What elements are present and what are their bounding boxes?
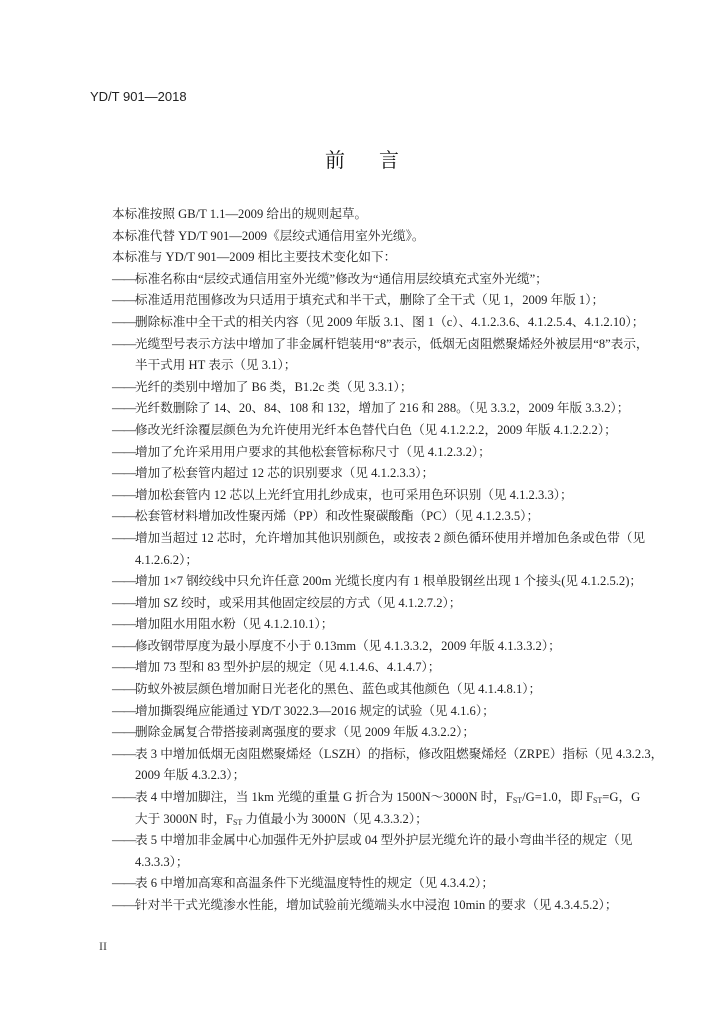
change-item-text — [135, 334, 660, 377]
em-dash-bullet: —— — [112, 379, 136, 394]
em-dash-bullet: —— — [112, 574, 136, 589]
change-item-row: 删除标准中全干式的相关内容（见 2009 年版 3.1、图 1（c）、4.1.2.3.6、4.1.2.5.4、4.1.2.10）； — [135, 314, 645, 329]
change-item — [112, 895, 660, 917]
change-item-text — [135, 679, 660, 701]
em-dash-bullet: —— — [112, 703, 136, 718]
change-item — [112, 420, 660, 442]
em-dash-bullet: —— — [112, 682, 136, 697]
intro-line: 本标准按照 GB/T 1.1—2009 给出的规则起草。 — [112, 207, 368, 221]
change-item-text — [135, 593, 660, 615]
change-item-row: 表 5 中增加非金属中心加强件无外护层或 04 型外护层光缆允许的最小弯曲半径的规定（见 — [135, 833, 633, 848]
change-item-row: 标准名称由“层绞式通信用室外光缆”修改为“通信用层绞填充式室外光缆”； — [135, 271, 548, 286]
change-item-text — [135, 657, 660, 679]
change-item-row: 增加 73 型和 83 型外护层的规定（见 4.1.4.6、4.1.4.7）； — [135, 660, 441, 675]
change-item-row: 防蚁外被层颜色增加耐日光老化的黑色、蓝色或其他颜色（见 4.1.4.8.1）； — [135, 682, 542, 697]
change-item-row: 增加 SZ 绞时，或采用其他固定绞层的方式（见 4.1.2.7.2）； — [135, 595, 462, 610]
em-dash-bullet: —— — [112, 660, 136, 675]
em-dash-bullet: —— — [112, 422, 136, 437]
change-item — [112, 571, 660, 593]
change-item — [112, 485, 660, 507]
em-dash-bullet: —— — [112, 530, 136, 545]
change-item-text — [135, 398, 660, 420]
em-dash-bullet: —— — [112, 336, 136, 351]
change-item — [112, 528, 660, 571]
change-item — [112, 722, 660, 744]
intro-line: 本标准代替 YD/T 901—2009《层绞式通信用室外光缆》。 — [112, 228, 425, 243]
change-item-row: 增加撕裂绳应能通过 YD/T 3022.3—2016 规定的试验（见 4.1.6）； — [135, 703, 495, 718]
change-item-text — [135, 722, 660, 744]
change-item — [112, 506, 660, 528]
intro-line: 本标准与 YD/T 901—2009 相比主要技术变化如下： — [112, 250, 397, 265]
change-item — [112, 312, 660, 334]
title-char-1: 前 — [325, 148, 345, 172]
change-item-text — [135, 701, 660, 723]
em-dash-bullet: —— — [112, 293, 136, 308]
em-dash-bullet: —— — [112, 595, 136, 610]
change-item — [112, 334, 660, 377]
change-item-row — [135, 787, 660, 809]
change-item-row: 光缆型号表示方法中增加了非金属杆铠装用“8”表示，低烟无卤阻燃聚烯烃外被层用“8”表示， — [135, 336, 649, 351]
em-dash-bullet: —— — [112, 898, 136, 912]
change-item-text — [135, 506, 660, 528]
text-run: =G，G — [602, 790, 641, 805]
change-item — [112, 463, 660, 485]
em-dash-bullet: —— — [112, 466, 136, 481]
change-item — [112, 636, 660, 658]
subscript: ST — [232, 817, 243, 827]
change-item-text — [135, 485, 660, 507]
document-body — [112, 204, 664, 917]
em-dash-bullet: —— — [112, 790, 136, 805]
em-dash-bullet: —— — [112, 314, 136, 329]
change-item — [112, 657, 660, 679]
change-item-text — [135, 528, 660, 571]
title-char-2: 言 — [379, 148, 399, 172]
em-dash-bullet: —— — [112, 638, 136, 653]
em-dash-bullet: —— — [112, 833, 136, 848]
text-run: /G=1.0，即 F — [522, 790, 593, 805]
change-item — [112, 744, 664, 787]
change-item — [112, 787, 660, 830]
subscript: ST — [512, 796, 523, 806]
change-item-row: 4.3.3.3）； — [135, 854, 189, 869]
change-item — [112, 701, 660, 723]
change-item-text — [135, 269, 660, 291]
change-item-row — [135, 809, 660, 831]
change-item-text — [135, 290, 660, 312]
change-item-row: 增加了允许采用用户要求的其他松套管标称尺寸（见 4.1.2.3.2）； — [135, 444, 491, 459]
change-item — [112, 377, 660, 399]
subscript: ST — [592, 796, 603, 806]
change-item-text — [135, 420, 660, 442]
text-run: 表 4 中增加脚注，当 1km 光缆的重量 G 折合为 1500N～3000N 时，F — [135, 790, 513, 805]
change-item-text — [135, 636, 660, 658]
change-item-row: 增加当超过 12 芯时，允许增加其他识别颜色，或按表 2 颜色循环使用并增加色条或色带（见 — [135, 530, 646, 545]
em-dash-bullet: —— — [112, 487, 136, 502]
em-dash-bullet: —— — [112, 746, 136, 761]
change-item-row: 半干式用 HT 表示（见 3.1）； — [135, 358, 297, 373]
change-item-text — [135, 377, 660, 399]
change-item-row: 松套管材料增加改性聚丙烯（PP）和改性聚碳酸酯（PC）（见 4.1.2.3.5）； — [135, 509, 540, 524]
change-item-row: 2009 年版 4.3.2.3）； — [135, 768, 246, 783]
change-item-row: 删除金属复合带搭接剥离强度的要求（见 2009 年版 4.3.2.2）； — [135, 725, 476, 740]
change-item-row: 增加 1×7 钢绞线中只允许任意 200m 光缆长度内有 1 根单股钢丝出现 1 个接头(见 4.1.2.5.2)； — [135, 574, 642, 589]
change-item — [112, 593, 660, 615]
change-item-text — [135, 571, 660, 593]
change-item-row: 表 3 中增加低烟无卤阻燃聚烯烃（LSZH）的指标，修改阻燃聚烯烃（ZRPE）指标（见 4.3.2.3， — [135, 746, 664, 761]
change-item-text — [135, 895, 660, 917]
em-dash-bullet: —— — [112, 509, 136, 524]
em-dash-bullet: —— — [112, 876, 136, 891]
change-item — [112, 442, 660, 464]
changes-list — [112, 269, 664, 917]
em-dash-bullet: —— — [112, 725, 136, 740]
standard-code-header: YD/T 901—2018 — [90, 89, 187, 104]
change-item-row: 针对半干式光缆渗水性能，增加试验前光缆端头水中浸泡 10min 的要求（见 4.3.4.5.2）； — [135, 898, 618, 912]
change-item-row: 标准适用范围修改为只适用于填充式和半干式，删除了全干式（见 1，2009 年版 1）； — [135, 293, 605, 308]
change-item-text — [135, 830, 660, 873]
change-item-text — [135, 312, 660, 334]
page-number: II — [99, 939, 107, 953]
change-item-row: 表 6 中增加高寒和高温条件下光缆温度特性的规定（见 4.3.4.2）； — [135, 876, 494, 891]
change-item-row: 修改光纤涂覆层颜色为允许使用光纤本色替代白色（见 4.1.2.2.2，2009 年版 4.1.2.2.2）； — [135, 422, 617, 437]
em-dash-bullet: —— — [112, 401, 136, 416]
change-item — [112, 269, 660, 291]
change-item — [112, 290, 660, 312]
change-item-row: 增加了松套管内超过 12 芯的识别要求（见 4.1.2.3.3）； — [135, 466, 435, 481]
change-item — [112, 614, 660, 636]
change-item — [112, 679, 660, 701]
text-run: 力值最小为 3000N（见 4.3.3.2）； — [242, 811, 428, 826]
em-dash-bullet: —— — [112, 617, 136, 632]
change-item — [112, 830, 660, 873]
change-item-text — [135, 614, 660, 636]
change-item-row: 增加松套管内 12 芯以上光纤宜用扎纱成束，也可采用色环识别（见 4.1.2.3.3）； — [135, 487, 573, 502]
change-item-text — [135, 744, 663, 787]
change-item-row: 光纤数删除了 14、20、84、108 和 132，增加了 216 和 288。（见 3.3.2，2009 年版 3.3.2）； — [135, 401, 630, 416]
change-item-row: 增加阻水用阻水粉（见 4.1.2.10.1）； — [135, 617, 334, 632]
change-item-text — [135, 442, 660, 464]
em-dash-bullet: —— — [112, 271, 136, 286]
change-item-text — [135, 873, 660, 895]
change-item-row: 光纤的类别中增加了 B6 类，B1.2c 类（见 3.3.1）； — [135, 379, 413, 394]
change-item — [112, 398, 660, 420]
change-item-row: 4.1.2.6.2）； — [135, 552, 198, 567]
change-item-text — [135, 787, 660, 830]
change-item — [112, 873, 660, 895]
text-run: 大于 3000N 时，F — [135, 811, 233, 826]
page-title — [0, 144, 724, 173]
change-item-text — [135, 463, 660, 485]
change-item-row: 修改钢带厚度为最小厚度不小于 0.13mm（见 4.1.3.3.2，2009 年版 4.1.3.3.2）； — [135, 638, 561, 653]
em-dash-bullet: —— — [112, 444, 136, 459]
